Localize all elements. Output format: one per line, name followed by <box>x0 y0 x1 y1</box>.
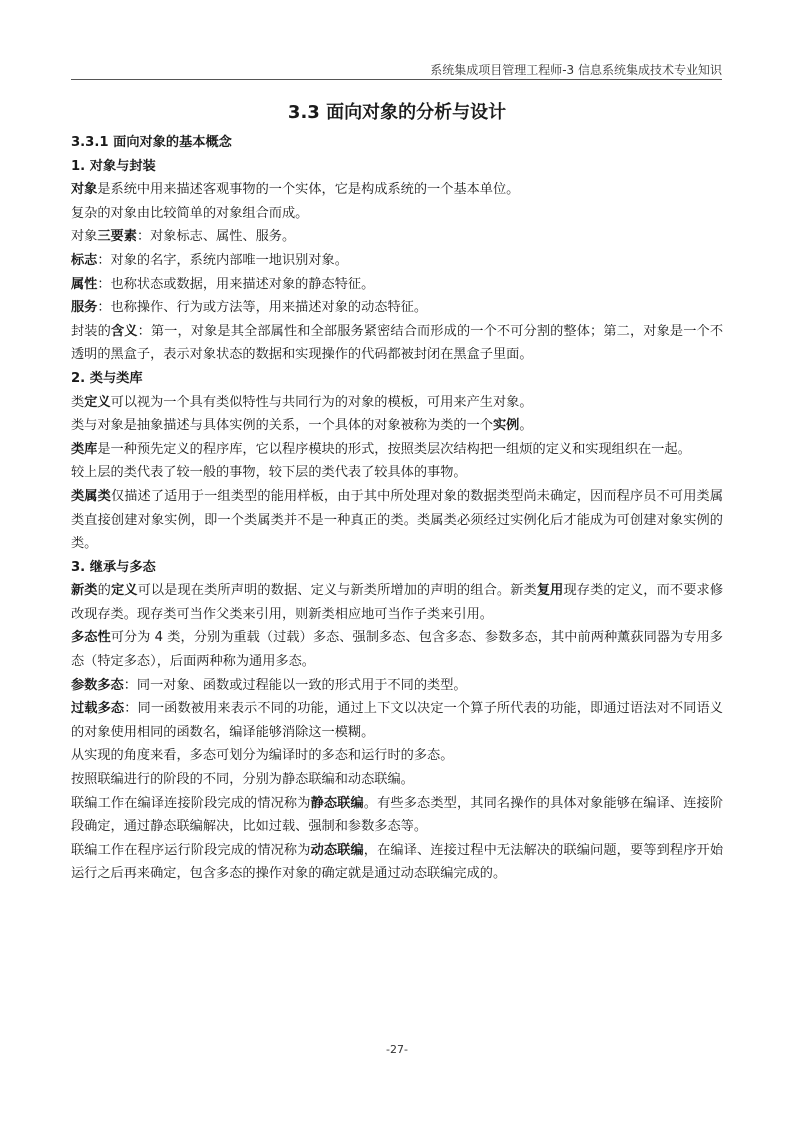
term-bold: 静态联编 <box>310 795 364 811</box>
section-heading-objects: 1. 对象与封装 <box>71 158 156 174</box>
text: ：同一函数被用来表示不同的功能，通过上下文以决定一个算子所代表的功能，即通过语法对不同语义的对象使用相同的函数名，编译能够消除这一模糊。 <box>71 701 723 740</box>
paragraph <box>71 674 723 698</box>
text: 可分为 4 类，分别为重载（过载）多态、强制多态、包含多态、参数多态，其中前两种薰荻同器为专用多态（特定多态），后面两种称为通用多态。 <box>71 630 723 670</box>
section-heading-classes: 2. 类与类库 <box>71 370 143 386</box>
paragraph <box>71 273 723 297</box>
text: 对象 <box>71 229 98 245</box>
paragraph <box>71 438 723 462</box>
text: ：第一，对象是其全部属性和全部服务紧密结合而形成的一个不可分割的整体；第二，对象是一个不透明的黑盒子，表示对象状态的数据和实现操作的代码都被封闭在黑盒子里面。 <box>71 323 724 363</box>
subsection-heading: 3.3.1 面向对象的基本概念 <box>71 135 232 150</box>
term-bold: 实例 <box>493 418 520 434</box>
text: ：也称状态或数据，用来描述对象的静态特征。 <box>97 276 375 292</box>
term-bold: 参数多态 <box>71 677 124 693</box>
text: 。有些多态类型，其同名操作的具体对象能够在编译、连接阶段确定，通过静态联编解决，比如过载、强制和参数多态等。 <box>71 795 724 835</box>
term-bold: 过载多态 <box>71 701 125 717</box>
term-bold: 动态联编 <box>310 842 364 858</box>
paragraph: 较上层的类代表了较一般的事物，较下层的类代表了较具体的事物。 <box>71 465 467 481</box>
text: 联编工作在程序运行阶段完成的情况称为 <box>71 842 311 858</box>
term-bold: 含义 <box>110 323 138 339</box>
content <box>71 131 723 886</box>
text: ：对象标志、属性、服务。 <box>136 229 296 245</box>
term-bold: 标志 <box>71 252 98 268</box>
text: ：也称操作、行为或方法等，用来描述对象的动态特征。 <box>97 300 428 316</box>
term-bold: 新类 <box>71 583 98 599</box>
paragraph <box>71 626 723 673</box>
term-bold: 多态性 <box>71 630 111 646</box>
paragraph <box>71 839 723 886</box>
text: ：对象的名字，系统内部唯一地识别对象。 <box>97 252 348 268</box>
text: 类与对象是抽象描述与具体实例的关系，一个具体的对象被称为类的一个 <box>71 418 493 434</box>
term-bold: 定义 <box>110 583 138 599</box>
paragraph <box>71 296 723 320</box>
paragraph <box>71 249 723 273</box>
paragraph <box>71 792 723 839</box>
term-bold: 复用 <box>536 583 564 599</box>
text: 是一种预先定义的程序库，它以程序模块的形式，按照类层次结构把一组烦的定义和实现组织在一起。 <box>97 441 691 457</box>
text: 。 <box>519 418 533 434</box>
header-text: 系统集成项目管理工程师-3 信息系统集成技术专业知识 <box>430 63 722 77</box>
paragraph <box>71 225 723 249</box>
text: 是系统中用来描述客观事物的一个实体，它是构成系统的一个基本单位。 <box>97 182 520 198</box>
term-bold: 类库 <box>71 441 98 457</box>
paragraph: 复杂的对象由比较简单的对象组合而成。 <box>71 205 309 221</box>
term-bold: 属性 <box>71 276 98 292</box>
term-bold: 类属类 <box>71 488 111 504</box>
page-title: 3.3 面向对象的分析与设计 <box>287 102 507 123</box>
paragraph <box>71 178 723 202</box>
text: ，在编译、连接过程中无法解决的联编问题，要等到程序开始运行之后再来确定，包含多态的操作对象的确定就是通过动态联编完成的。 <box>71 842 724 882</box>
text: 封装的 <box>71 323 111 339</box>
text: 的 <box>97 583 111 599</box>
text: 类 <box>71 394 85 410</box>
text: 现存类的定义，而不要求修改现存类。现存类可当作父类来引用，则新类相应地可当作子类来引用。 <box>71 583 724 622</box>
paragraph: 按照联编进行的阶段的不同，分别为静态联编和动态联编。 <box>71 772 414 788</box>
term-bold: 对象 <box>71 182 98 198</box>
text: 仅描述了适用于一组类型的能用样板，由于其中所处理对象的数据类型尚未确定，因而程序员不可用类属类直接创建对象实例，即一个类属类并不是一种真正的类。类属类必须经过实例化后才能成为可创建对象实例的类。 <box>71 488 724 552</box>
text: 可以是现在类所声明的数据、定义与新类所增加的声明的组合。新类 <box>137 583 537 599</box>
paragraph <box>71 320 723 367</box>
paragraph <box>71 414 723 438</box>
text: ：同一对象、函数或过程能以一致的形式用于不同的类型。 <box>123 677 467 693</box>
paragraph: 从实现的角度来看，多态可划分为编译时的多态和运行时的多态。 <box>71 748 454 764</box>
text: 可以视为一个具有类似特性与共同行为的对象的模板，可用来产生对象。 <box>110 394 533 410</box>
term-bold: 定义 <box>84 394 111 410</box>
paragraph <box>71 579 723 626</box>
paragraph <box>71 697 723 744</box>
page-number: -27- <box>386 1043 408 1056</box>
term-bold: 三要素 <box>97 229 137 245</box>
paragraph <box>71 391 723 415</box>
paragraph <box>71 485 723 556</box>
header-rule <box>71 79 722 80</box>
term-bold: 服务 <box>71 300 98 316</box>
text: 联编工作在编译连接阶段完成的情况称为 <box>71 795 311 811</box>
section-heading-inheritance: 3. 继承与多态 <box>71 559 156 575</box>
